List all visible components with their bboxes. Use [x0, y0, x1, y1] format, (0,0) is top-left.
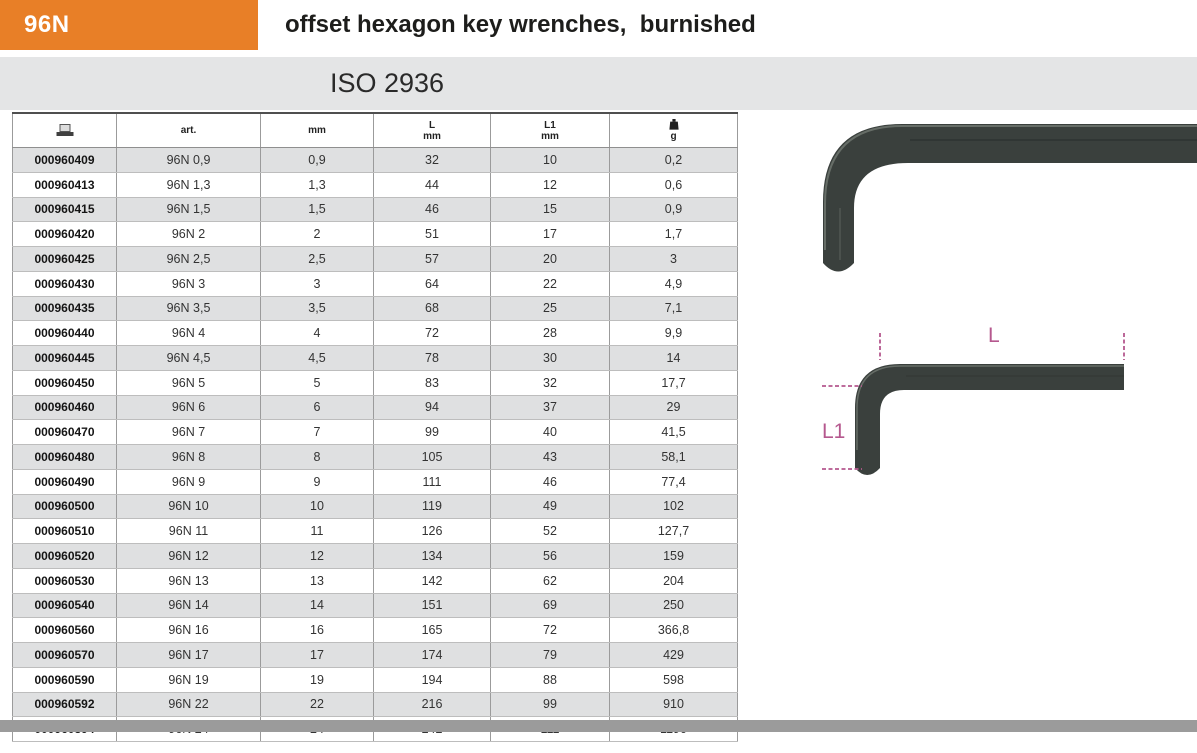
table-row: [13, 395, 738, 420]
cell-size: 12: [261, 544, 374, 569]
cell-L1: 99: [491, 692, 610, 717]
cell-code: 000960500: [13, 494, 117, 519]
table-row: [13, 643, 738, 668]
cell-code: 000960425: [13, 247, 117, 272]
cell-L1: 22: [491, 271, 610, 296]
cell-L: 174: [374, 643, 491, 668]
table-row: [13, 420, 738, 445]
cell-code: 000960415: [13, 197, 117, 222]
cell-weight: 250: [610, 593, 738, 618]
table-row: [13, 667, 738, 692]
cell-art: 96N 7: [117, 420, 261, 445]
table-row: [13, 469, 738, 494]
cell-size: 2,5: [261, 247, 374, 272]
cell-weight: 598: [610, 667, 738, 692]
cell-size: 3,5: [261, 296, 374, 321]
cell-weight: 910: [610, 692, 738, 717]
col-header-code: [13, 113, 117, 148]
cell-L: 78: [374, 346, 491, 371]
cell-code: 000960540: [13, 593, 117, 618]
family-code: 96N: [24, 11, 70, 38]
cell-size: 16: [261, 618, 374, 643]
table-row: [13, 172, 738, 197]
cell-L: 64: [374, 271, 491, 296]
cell-weight: 7,1: [610, 296, 738, 321]
cell-art: 96N 0,9: [117, 148, 261, 173]
col-unit-L: mm: [423, 130, 441, 142]
cell-weight: 29: [610, 395, 738, 420]
cell-L1: 62: [491, 568, 610, 593]
cell-code: 000960435: [13, 296, 117, 321]
cell-art: 96N 14: [117, 593, 261, 618]
cell-size: 2: [261, 222, 374, 247]
cell-size: 0,9: [261, 148, 374, 173]
cell-weight: 58,1: [610, 445, 738, 470]
table-header-row: [13, 113, 738, 148]
cell-code: 000960409: [13, 148, 117, 173]
cell-art: 96N 17: [117, 643, 261, 668]
cell-art: 96N 6: [117, 395, 261, 420]
cell-L1: 43: [491, 445, 610, 470]
col-header-weight: [610, 113, 738, 148]
cell-size: 22: [261, 692, 374, 717]
cell-art: 96N 22: [117, 692, 261, 717]
cell-size: 7: [261, 420, 374, 445]
col-header-size: [261, 113, 374, 148]
cell-L1: 28: [491, 321, 610, 346]
cell-art: 96N 19: [117, 667, 261, 692]
cell-code: 000960430: [13, 271, 117, 296]
weight-icon: [669, 119, 679, 130]
cell-art: 96N 12: [117, 544, 261, 569]
cell-size: 19: [261, 667, 374, 692]
table-row: [13, 296, 738, 321]
cell-L: 83: [374, 370, 491, 395]
cell-L: 126: [374, 519, 491, 544]
cell-size: 11: [261, 519, 374, 544]
cell-L1: 25: [491, 296, 610, 321]
col-unit-weight: g: [670, 131, 677, 142]
standard-band: [0, 57, 1197, 110]
cell-L: 44: [374, 172, 491, 197]
cell-L: 94: [374, 395, 491, 420]
cell-code: 000960560: [13, 618, 117, 643]
table-row: [13, 370, 738, 395]
cell-weight: 77,4: [610, 469, 738, 494]
cell-art: 96N 2: [117, 222, 261, 247]
cell-art: 96N 3,5: [117, 296, 261, 321]
cell-size: 17: [261, 643, 374, 668]
cell-L: 32: [374, 148, 491, 173]
cell-L: 142: [374, 568, 491, 593]
col-label-size: mm: [308, 125, 326, 136]
cell-L: 105: [374, 445, 491, 470]
cell-art: 96N 4,5: [117, 346, 261, 371]
cell-L1: 46: [491, 469, 610, 494]
cell-code: 000960413: [13, 172, 117, 197]
cell-code: 000960570: [13, 643, 117, 668]
table-row: [13, 618, 738, 643]
table-row: [13, 321, 738, 346]
cell-L: 68: [374, 296, 491, 321]
cell-art: 96N 3: [117, 271, 261, 296]
cell-L: 119: [374, 494, 491, 519]
cell-code: 000960450: [13, 370, 117, 395]
col-label-art: art.: [180, 125, 197, 136]
cell-weight: 204: [610, 568, 738, 593]
cell-code: 000960510: [13, 519, 117, 544]
cell-L: 51: [374, 222, 491, 247]
table-row: [13, 271, 738, 296]
cell-L1: 88: [491, 667, 610, 692]
cell-L1: 56: [491, 544, 610, 569]
cell-weight: 3: [610, 247, 738, 272]
cell-code: 000960440: [13, 321, 117, 346]
cell-L1: 49: [491, 494, 610, 519]
cell-size: 9: [261, 469, 374, 494]
cell-art: 96N 5: [117, 370, 261, 395]
cell-size: 1,5: [261, 197, 374, 222]
cell-code: 000960420: [13, 222, 117, 247]
page-title: offset hexagon key wrenches, burnished: [285, 11, 756, 38]
col-header-L1: [491, 113, 610, 148]
cell-weight: 366,8: [610, 618, 738, 643]
cell-weight: 9,9: [610, 321, 738, 346]
col-label-L: L: [428, 119, 436, 131]
hex-key-photo: [780, 110, 1197, 310]
ean-code-icon: [54, 124, 76, 137]
table-row: [13, 445, 738, 470]
cell-L1: 15: [491, 197, 610, 222]
cell-L1: 52: [491, 519, 610, 544]
table-row: [13, 346, 738, 371]
cell-weight: 0,6: [610, 172, 738, 197]
table-row: [13, 692, 738, 717]
hex-key-dimension-diagram: [780, 310, 1197, 520]
cell-code: 000960490: [13, 469, 117, 494]
cell-L: 216: [374, 692, 491, 717]
table-row: [13, 197, 738, 222]
standard-label: ISO 2936: [330, 68, 445, 98]
cell-L1: 69: [491, 593, 610, 618]
family-code-tag: [0, 0, 258, 50]
cell-art: 96N 1,3: [117, 172, 261, 197]
cell-art: 96N 4: [117, 321, 261, 346]
cell-art: 96N 1,5: [117, 197, 261, 222]
cell-L1: 79: [491, 643, 610, 668]
table-body: [13, 148, 738, 742]
cell-size: 3: [261, 271, 374, 296]
cell-art: 96N 16: [117, 618, 261, 643]
cell-code: 000960460: [13, 395, 117, 420]
cell-code: 000960530: [13, 568, 117, 593]
table-row: [13, 222, 738, 247]
cell-L: 111: [374, 469, 491, 494]
cell-weight: 41,5: [610, 420, 738, 445]
cell-L: 194: [374, 667, 491, 692]
cell-code: 000960480: [13, 445, 117, 470]
table-row: [13, 568, 738, 593]
cell-size: 4: [261, 321, 374, 346]
cell-L: 46: [374, 197, 491, 222]
table-row: [13, 593, 738, 618]
cell-weight: 102: [610, 494, 738, 519]
cell-code: 000960470: [13, 420, 117, 445]
cell-code: 000960590: [13, 667, 117, 692]
cell-L1: 37: [491, 395, 610, 420]
col-header-L: [374, 113, 491, 148]
cell-weight: 0,9: [610, 197, 738, 222]
cell-L1: 17: [491, 222, 610, 247]
table-row: [13, 494, 738, 519]
table-row: [13, 519, 738, 544]
col-header-art: [117, 113, 261, 148]
table-row: [13, 148, 738, 173]
dimension-label-L: L: [988, 324, 1000, 347]
cell-weight: 4,9: [610, 271, 738, 296]
cell-weight: 159: [610, 544, 738, 569]
table-row: [13, 544, 738, 569]
cell-code: 000960520: [13, 544, 117, 569]
cell-L1: 12: [491, 172, 610, 197]
cell-L: 99: [374, 420, 491, 445]
cell-size: 8: [261, 445, 374, 470]
cell-art: 96N 10: [117, 494, 261, 519]
cell-L1: 10: [491, 148, 610, 173]
cell-size: 10: [261, 494, 374, 519]
cell-art: 96N 13: [117, 568, 261, 593]
cell-size: 14: [261, 593, 374, 618]
cell-weight: 1,7: [610, 222, 738, 247]
cell-weight: 0,2: [610, 148, 738, 173]
cell-L: 151: [374, 593, 491, 618]
cell-code: 000960445: [13, 346, 117, 371]
footer-bar: [0, 720, 1197, 732]
col-unit-L1: mm: [541, 130, 559, 142]
cell-art: 96N 8: [117, 445, 261, 470]
cell-L: 57: [374, 247, 491, 272]
col-label-L1: L1: [544, 119, 556, 131]
cell-L: 134: [374, 544, 491, 569]
cell-L1: 30: [491, 346, 610, 371]
cell-size: 5: [261, 370, 374, 395]
cell-L: 165: [374, 618, 491, 643]
cell-weight: 429: [610, 643, 738, 668]
cell-art: 96N 9: [117, 469, 261, 494]
cell-L1: 20: [491, 247, 610, 272]
cell-art: 96N 2,5: [117, 247, 261, 272]
cell-L1: 72: [491, 618, 610, 643]
cell-size: 4,5: [261, 346, 374, 371]
cell-art: 96N 11: [117, 519, 261, 544]
cell-size: 13: [261, 568, 374, 593]
product-table: [12, 112, 738, 742]
table-row: [13, 247, 738, 272]
cell-weight: 14: [610, 346, 738, 371]
dimension-label-L1: L1: [822, 420, 846, 443]
cell-size: 6: [261, 395, 374, 420]
cell-L: 72: [374, 321, 491, 346]
cell-weight: 127,7: [610, 519, 738, 544]
cell-size: 1,3: [261, 172, 374, 197]
cell-L1: 32: [491, 370, 610, 395]
cell-weight: 17,7: [610, 370, 738, 395]
cell-code: 000960592: [13, 692, 117, 717]
cell-L1: 40: [491, 420, 610, 445]
